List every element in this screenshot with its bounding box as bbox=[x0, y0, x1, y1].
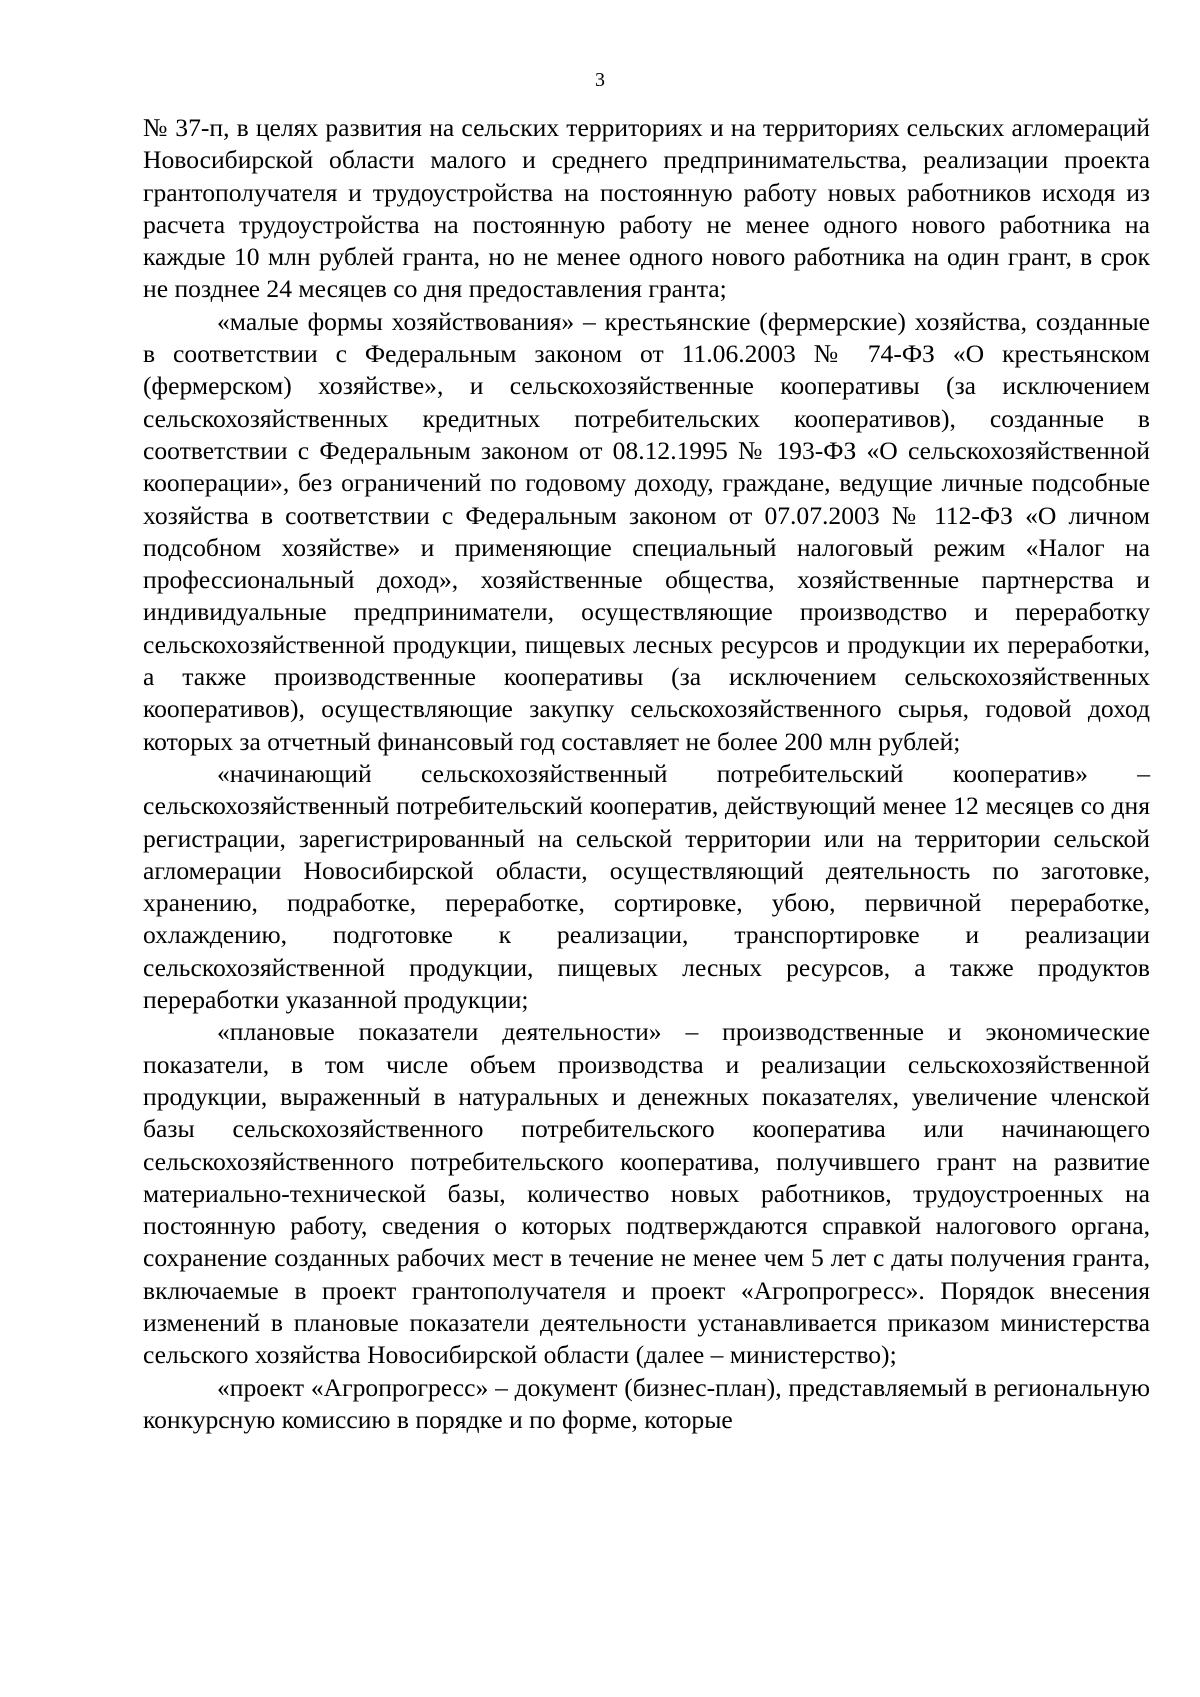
paragraph-planned-indicators: «плановые показатели деятельности» – производственные и экономические показатели, в том числе объем производства и реализации сельскохозяйственной продукции, выраженный в натуральных и денежных показателях, увеличение членской базы сельскохозяйственного потребительского кооператива или начинающего сельскохозяйственного потребительского кооператива, получившего грант на развитие материально-технической базы, количество новых работников, трудоустроенных на постоянную работу, сведения о которых подтверждаются справкой налогового органа, сохранение созданных рабочих мест в течение не менее чем 5 лет с даты получения гранта, включаемые в проект грантополучателя и проект «Агропрогресс». Порядок внесения изменений в плановые показатели деятельности устанавливается приказом министерства сельского хозяйства Новосибирской области (далее – министерство); bbox=[143, 1017, 1150, 1370]
paragraph-agroprogress-project: «проект «Агропрогресс» – документ (бизнес-план), представляемый в региональную конкурсную комиссию в порядке и по форме, которые bbox=[143, 1372, 1150, 1434]
paragraph-continuation: № 37-п, в целях развития на сельских территориях и на территориях сельских агломераций Новосибирской области малого и среднего предпринимательства, реализации проекта грантополучателя и трудоустройства на постоянную работу новых работников исходя из расчета трудоустройства на постоянную работу не менее одного нового работника на каждые 10 млн рублей гранта, но не менее одного нового работника на один грант, в срок не позднее 24 месяцев со дня предоставления гранта; bbox=[143, 113, 1150, 304]
paragraph-small-business-forms: «малые формы хозяйствования» – крестьянские (фермерские) хозяйства, созданные в соответствии с Федеральным законом от 11.06.2003 № 74-ФЗ «О крестьянском (фермерском) хозяйстве», и сельскохозяйственные кооперативы (за исключением сельскохозяйственных кредитных потребительских кооперативов), созданные в соответствии с Федеральным законом от 08.12.1995 № 193-ФЗ «О сельскохозяйственной кооперации», без ограничений по годовому доходу, граждане, ведущие личные подсобные хозяйства в соответствии с Федеральным законом от 07.07.2003 № 112-ФЗ «О личном подсобном хозяйстве» и применяющие специальный налоговый режим «Налог на профессиональный доход», хозяйственные общества, хозяйственные партнерства и индивидуальные предприниматели, осуществляющие производство и переработку сельскохозяйственной продукции, пищевых лесных ресурсов и продукции их переработки, а также производственные кооперативы (за исключением сельскохозяйственных кооперативов), осуществляющие закупку сельскохозяйственного сырья, годовой доход которых за отчетный финансовый год составляет не более 200 млн рублей; bbox=[143, 306, 1150, 756]
paragraph-starting-cooperative: «начинающий сельскохозяйственный потребительский кооператив» – сельскохозяйственный потребительский кооператив, действующий менее 12 месяцев со дня регистрации, зарегистрированный на сельской территории или на территории сельской агломерации Новосибирской области, осуществляющий деятельность по заготовке, хранению, подработке, переработке, сортировке, убою, первичной переработке, охлаждению, подготовке к реализации, транспортировке и реализации сельскохозяйственной продукции, пищевых лесных ресурсов, а также продуктов переработки указанной продукции; bbox=[143, 758, 1150, 1015]
page-number: 3 bbox=[595, 69, 605, 91]
document-body bbox=[143, 112, 1150, 1436]
